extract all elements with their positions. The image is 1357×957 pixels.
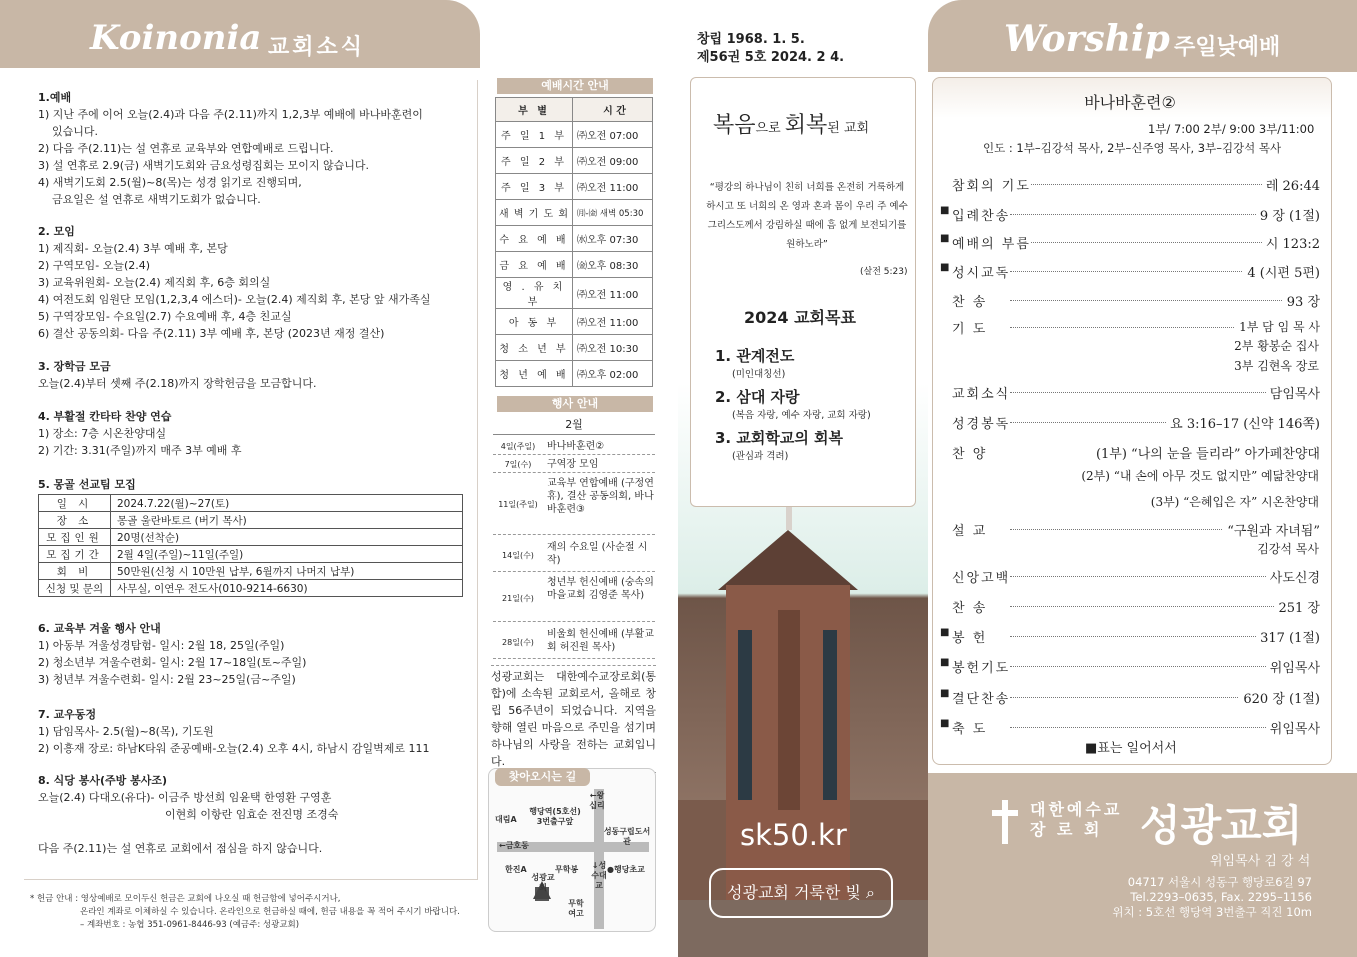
table-row: 주 일 3 부 ㈜오전 11:00 [496,174,653,200]
senior-pastor: 위임목사 김 강 석 [1210,854,1311,869]
scripture-reference: (살전 5:23) [860,267,908,277]
order-row: 참회의 기도 레 26:44 [940,175,1320,195]
table-row: 장 소 몽골 울란바토르 (버기 목사) [39,512,463,529]
news-section-cantata [38,408,478,459]
event-title: 행사 안내 [497,396,653,412]
order-row: ■ 예배의 부름 시 123:2 [940,233,1320,252]
order-row: 찬 송 93 장 [940,291,1320,311]
church-name: 성광교회 [1140,801,1303,850]
scripture-verse: “평강의 하나님이 친히 너희를 온전히 거룩하게 하시고 또 너희의 온 영과 혼과 몸이 우리 주 예수 그리스도께서 강림하실 때에 흠 없게 보전되기를 원하노라” [706,182,908,250]
church-intro: 성광교회는 대한예수교장로회(통합)에 소속된 교회로서, 올해로 창립 56주년이 되었습니다. 지역을 향해 열린 마음으로 주민을 섬기며 하나님의 사랑을 전하는 교회입니다. [491,665,656,773]
goal-item: 3. 교회학교의 회복 (관심과 격려) [715,429,844,462]
table-row: 모집인원 20명(선착순) [39,529,463,546]
news-line: 있습니다. [52,125,99,138]
header-script-title: Koinonia [90,18,262,58]
prayer-2: 2부 황봉순 집사 [1234,339,1319,353]
table-row: 금 요 예 배 ㈮오후 08:30 [496,252,653,278]
section-title: 6. 교육부 겨울 행사 안내 [38,622,161,635]
table-row: 새 벽 기 도 회 ㈪-㈮ 새벽 05:30 [496,200,653,226]
website-url[interactable]: sk50.kr [740,818,847,852]
news-section-members [38,706,478,757]
order-row: 신앙고백 사도신경 [940,567,1320,587]
news-section-meetings [38,223,478,342]
denomination: 대한예수교 장 로 회 [1030,800,1123,839]
news-line: 1) 제직회- 오늘(2.4) 3부 예배 후, 본당 [38,242,228,255]
news-line: 1) 담임목사- 2.5(월)~8(목), 기도원 [38,725,214,738]
table-row: 신청 및 문의 사무실, 이연우 전도사(010-9214-6630) [39,580,463,597]
news-line: 3) 설 연휴로 2.9(금) 새벽기도회와 금요성령집회는 모이지 않습니다. [38,159,369,172]
news-section-scholarship [38,358,478,392]
praise-3: (3부) “은혜입은 자” 시온찬양대 [1150,495,1319,509]
church-address: 04717 서울시 성동구 행당로6길 97 Tel.2293–0635, Fax. 2295–1156 위치 : 5호선 행당역 3번출구 직진 10m [1112,875,1312,919]
order-row: 교회소식 담임목사 [940,383,1320,403]
news-section-mission [38,476,478,493]
news-line: 금요일은 설 연휴로 새벽기도회가 없습니다. [52,193,261,206]
list-item: 21일(수) 청년부 헌신예배 (숭속의마을교회 김영준 목사) [493,574,655,622]
table-row: 주 일 2 부 ㈜오전 09:00 [496,148,653,174]
table-row: 부 별 시 간 [496,98,653,122]
order-row: 찬 양 (1부) “나의 눈을 들리라” 아가페찬양대 [940,443,1320,463]
order-row: ■ 입례찬송 9 장 (1절) [940,205,1320,224]
list-item: 11일(주일) 교육부 연합예배 (구정연휴), 결산 공동의회, 바나바훈련③ [493,475,655,535]
news-line: 다음 주(2.11)는 설 연휴로 교회에서 점심을 하지 않습니다. [38,842,323,855]
news-line: 2) 이흥재 장로: 하남K타워 준공예배-오늘(2.4) 오후 4시, 하남시 감일벽제로 111 [38,742,430,755]
news-line: 오늘(2.4) 다대오(유다)- 이금주 방선희 임윤택 한영환 구영훈 [38,791,332,804]
header-kor-title: 교회소식 [268,35,366,60]
order-row: 찬 송 251 장 [940,597,1320,617]
goal-item: 2. 삼대 자랑 (복음 자랑, 예수 자랑, 교회 자랑) [715,388,871,421]
list-item: 28일(수) 비울회 헌신예배 (부활교회 허진원 목사) [493,625,655,659]
list-item: 14일(수) 재의 수요일 (사순절 시작) [493,538,655,572]
order-row: ■ 봉 헌 317 (1절) [940,627,1320,646]
sermon-series-title: 바나바훈련② [1084,93,1176,112]
table-row: 영 . 유 치 부 ㈜오전 11:00 [496,278,653,309]
list-item: 4일(주일) 바나바훈련② [493,438,655,455]
news-line: 1) 아동부 겨울성경탐험- 일시: 2월 18, 25일(주일) [38,639,285,652]
news-line: 6) 결산 공동의회- 다음 주(2.11) 3부 예배 후, 본당 (2023년 재정 결산) [38,327,385,340]
preacher: 김강석 목사 [1257,542,1319,556]
worship-time-table [495,97,653,387]
issue-info: 창립 1968. 1. 5. 제56권 5호 2024. 2 4. [697,32,845,65]
directions-map: 대림A 행당역(5호선) 3번출구앞 ←왕십리 성동구립도서관 ←금호동 한진A 무학봉 ↓성수대교 ●행당초교 성광교회 무학여고 [488,768,656,932]
prayer-3: 3부 김현옥 장로 [1234,359,1319,373]
section-title: 2. 모임 [38,225,75,238]
header-kor-title: 주일낮예배 [1174,35,1281,60]
news-section-kitchen [38,772,478,857]
news-line: 1) 장소: 7층 시온찬양대실 [38,427,167,440]
goal-title: 2024 교회목표 [744,308,856,327]
list-item: 7일(수) 구역장 모임 [493,456,655,473]
news-line: 2) 다음 주(2.11)는 설 연휴로 교육부와 연합예배로 드립니다. [38,142,334,155]
table-row: 회 비 50만원(신청 시 10만원 납부, 6월까지 나머지 납부) [39,563,463,580]
church-motto: 복음으로 회복된 교회 [713,113,870,138]
news-line: 이현희 이항란 임효순 전진명 조경숙 [165,808,339,821]
service-times: 1부/ 7:00 2부/ 9:00 3부/11:00 [1148,122,1315,136]
service-leaders: 인도 : 1부–김강석 목사, 2부–신주영 목사, 3부–김강석 목사 [983,141,1282,155]
order-row: ■ 성시교독 4 (시편 5편) [940,262,1320,281]
church-logo-icon [990,800,1020,844]
table-row: 수 요 예 배 ㈬오후 07:30 [496,226,653,252]
mission-table [38,494,463,597]
map-title: 찾아오시는 길 [495,768,590,786]
praise-2: (2부) “내 손에 아무 것도 없지만” 예닮찬양대 [1081,469,1319,483]
news-line: 1) 지난 주에 이어 오늘(2.4)과 다음 주(2.11)까지 1,2,3부 예배에 바나바훈련이 [38,108,423,121]
event-month: 2월 [493,415,655,435]
news-line: 오늘(2.4)부터 셋째 주(2.18)까지 장학헌금을 모금합니다. [38,377,317,390]
news-section-worship [38,89,478,208]
header-script-title: Worship [1004,18,1170,60]
order-row: 기 도 1부 담 임 목 사 [952,320,1320,337]
search-icon: ⌕ [865,883,875,902]
news-line: 3) 교육위원회- 오늘(2.4) 제직회 후, 6층 회의실 [38,276,271,289]
time-table-title: 예배시간 안내 [497,78,653,94]
news-line: 2) 청소년부 겨울수련회- 일시: 2월 17~18일(토~주일) [38,656,307,669]
order-row: 성경봉독 요 3:16–17 (신약 146쪽) [940,413,1320,433]
news-section-education [38,620,478,688]
order-row: ■ 결단찬송 620 장 (1절) [940,688,1320,707]
standing-note: ■표는 일어서서 [1085,741,1177,756]
table-row: 청 소 년 부 ㈜오전 10:30 [496,335,653,361]
news-line: 2) 구역모임- 오늘(2.4) [38,259,151,272]
news-line: 3) 청년부 겨울수련회- 일시: 2월 23~25일(금~주일) [38,673,296,686]
section-title: 8. 식당 봉사(주방 봉사조) [38,774,168,787]
table-row: 모집기간 2월 4일(주일)~11일(주일) [39,546,463,563]
news-line: 4) 여전도회 임원단 모임(1,2,3,4 에스더)- 오늘(2.4) 제직회 후, 본당 앞 새가족실 [38,293,431,306]
koinonia-header [0,0,480,68]
table-row: 일 시 2024.7.22(월)~27(토) [39,495,463,512]
order-row: 설 교 “구원과 자녀됨” [940,520,1320,540]
search-button[interactable]: 성광교회 거룩한 빛 ⌕ [709,868,893,918]
goal-item: 1. 관계전도 (미인대칭선) [715,347,795,380]
table-row: 주 일 1 부 ㈜오전 07:00 [496,122,653,148]
table-row: 아 동 부 ㈜오전 11:00 [496,309,653,335]
section-title: 1.예배 [38,91,72,104]
section-title: 7. 교우동정 [38,708,97,721]
news-line: 4) 새벽기도회 2.5(월)~8(목)는 성경 읽기로 진행되며, [38,176,302,189]
table-row: 청 년 예 배 ㈜오후 02:00 [496,361,653,387]
order-row: ■ 축 도 위임목사 [940,718,1320,737]
section-title: 4. 부활절 칸타타 찬양 연습 [38,410,172,423]
order-row: ■ 봉헌기도 위임목사 [940,657,1320,676]
news-line: 5) 구역장모임- 수요일(2.7) 수요예배 후, 4층 친교실 [38,310,292,323]
worship-header [928,0,1357,72]
section-title: 5. 몽골 선교팀 모집 [38,478,136,491]
section-title: 3. 장학금 모금 [38,360,111,373]
offering-note: * 헌금 안내 : 영상예배로 모이두신 헌금은 교회에 나오실 때 헌금함에 넣어주시거나, 온라인 계좌로 이체하실 수 있습니다. 온라인으로 헌금하실 때에, 헌금 내용을 꼭 적어 주시기 바랍니다. – 계좌번호 : 농협 351-0961-8446-93 (예금주: 성광교회) [30,894,460,930]
news-line: 2) 기간: 3.31(주일)까지 매주 3부 예배 후 [38,444,242,457]
